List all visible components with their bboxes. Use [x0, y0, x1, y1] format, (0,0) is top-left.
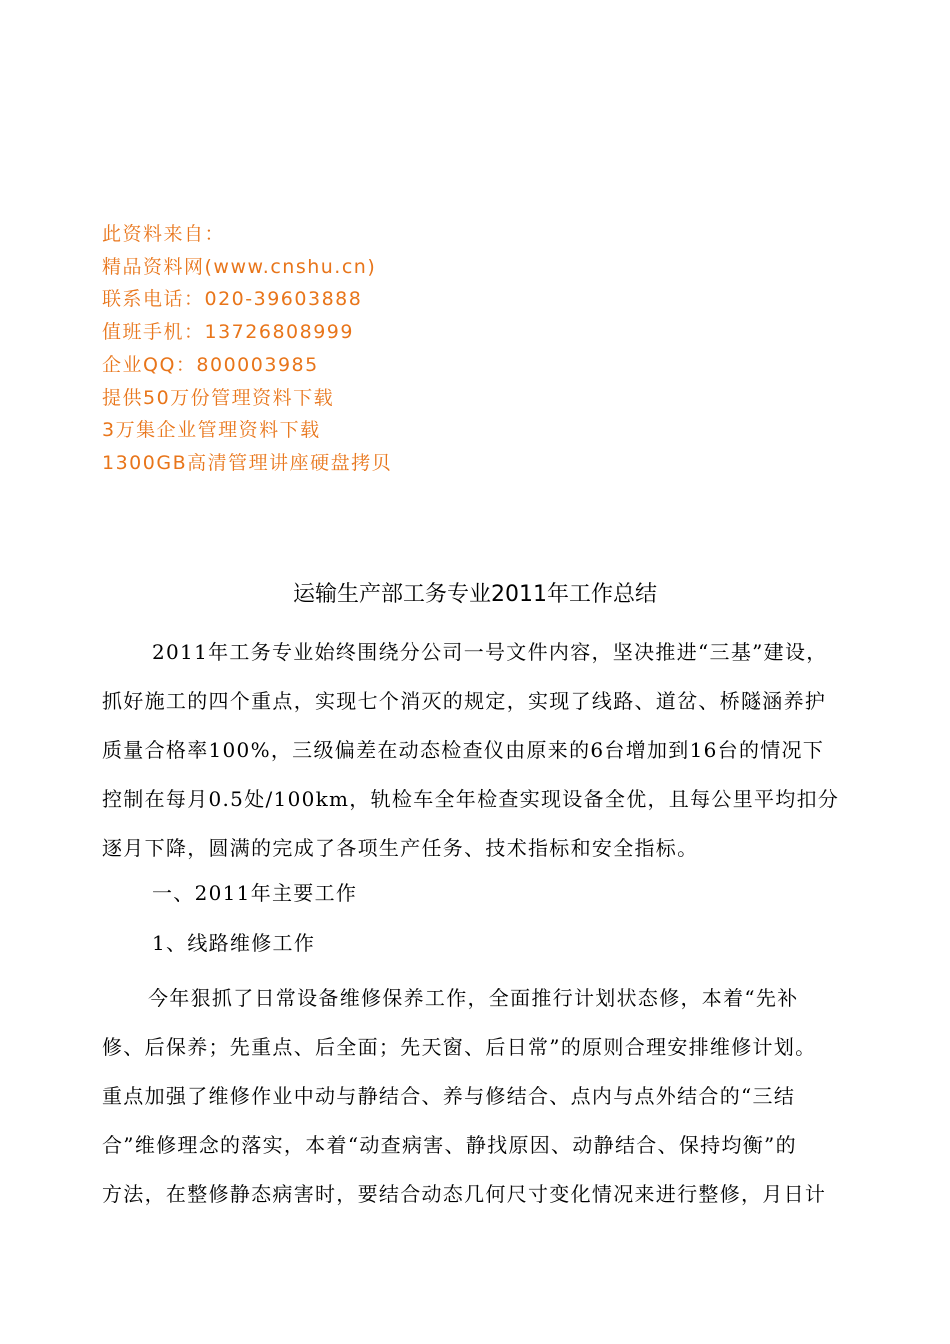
promo-line: 此资料来自： — [102, 223, 226, 245]
paragraph-line: 方法，在整修静态病害时，要结合动态几何尺寸变化情况来进行整修，月日计 — [102, 1182, 827, 1206]
promo-line: 3万集企业管理资料下载 — [102, 419, 321, 442]
paragraph-line: 质量合格率100%，三级偏差在动态检查仪由原来的6台增加到16台的情况下 — [102, 738, 825, 762]
promo-line: 提供50万份管理资料下载 — [102, 386, 335, 409]
paragraph-line: 逐月下降，圆满的完成了各项生产任务、技术指标和安全指标。 — [102, 836, 699, 860]
paragraph-line: 控制在每月0.5处/100km，轨检车全年检查实现设备全优，且每公里平均扣分 — [102, 787, 840, 811]
promo-line: 值班手机：13726808999 — [102, 321, 354, 344]
paragraph-line: 2011年工务专业始终围绕分公司一号文件内容，坚决推进“三基”建设， — [152, 640, 828, 664]
promo-block — [102, 218, 392, 480]
paragraph-line: 合”维修理念的落实，本着“动查病害、静找原因、动静结合、保持均衡”的 — [102, 1133, 797, 1157]
promo-line: 企业QQ：800003985 — [102, 353, 319, 376]
subsection-heading: 1、线路维修工作 — [152, 931, 316, 955]
paragraph-line: 抓好施工的四个重点，实现七个消灭的规定，实现了线路、道岔、桥隧涵养护 — [102, 689, 827, 713]
paragraph-line: 今年狠抓了日常设备维修保养工作，全面推行计划状态修，本着“先补 — [148, 986, 799, 1010]
intro-paragraph — [102, 628, 880, 873]
promo-line: 1300GB高清管理讲座硬盘拷贝 — [102, 451, 393, 474]
paragraph-line: 修、后保养；先重点、后全面；先天窗、后日常”的原则合理安排维修计划。 — [102, 1035, 817, 1059]
paragraph-line: 重点加强了维修作业中动与静结合、养与修结合、点内与点外结合的“三结 — [102, 1084, 796, 1108]
section-paragraph — [102, 974, 880, 1219]
promo-line: 精品资料网(www.cnshu.cn) — [102, 255, 377, 278]
section-heading: 一、2011年主要工作 — [152, 881, 358, 905]
document-title: 运输生产部工务专业2011年工作总结 — [293, 582, 657, 607]
promo-line: 联系电话：020-39603888 — [102, 288, 363, 311]
